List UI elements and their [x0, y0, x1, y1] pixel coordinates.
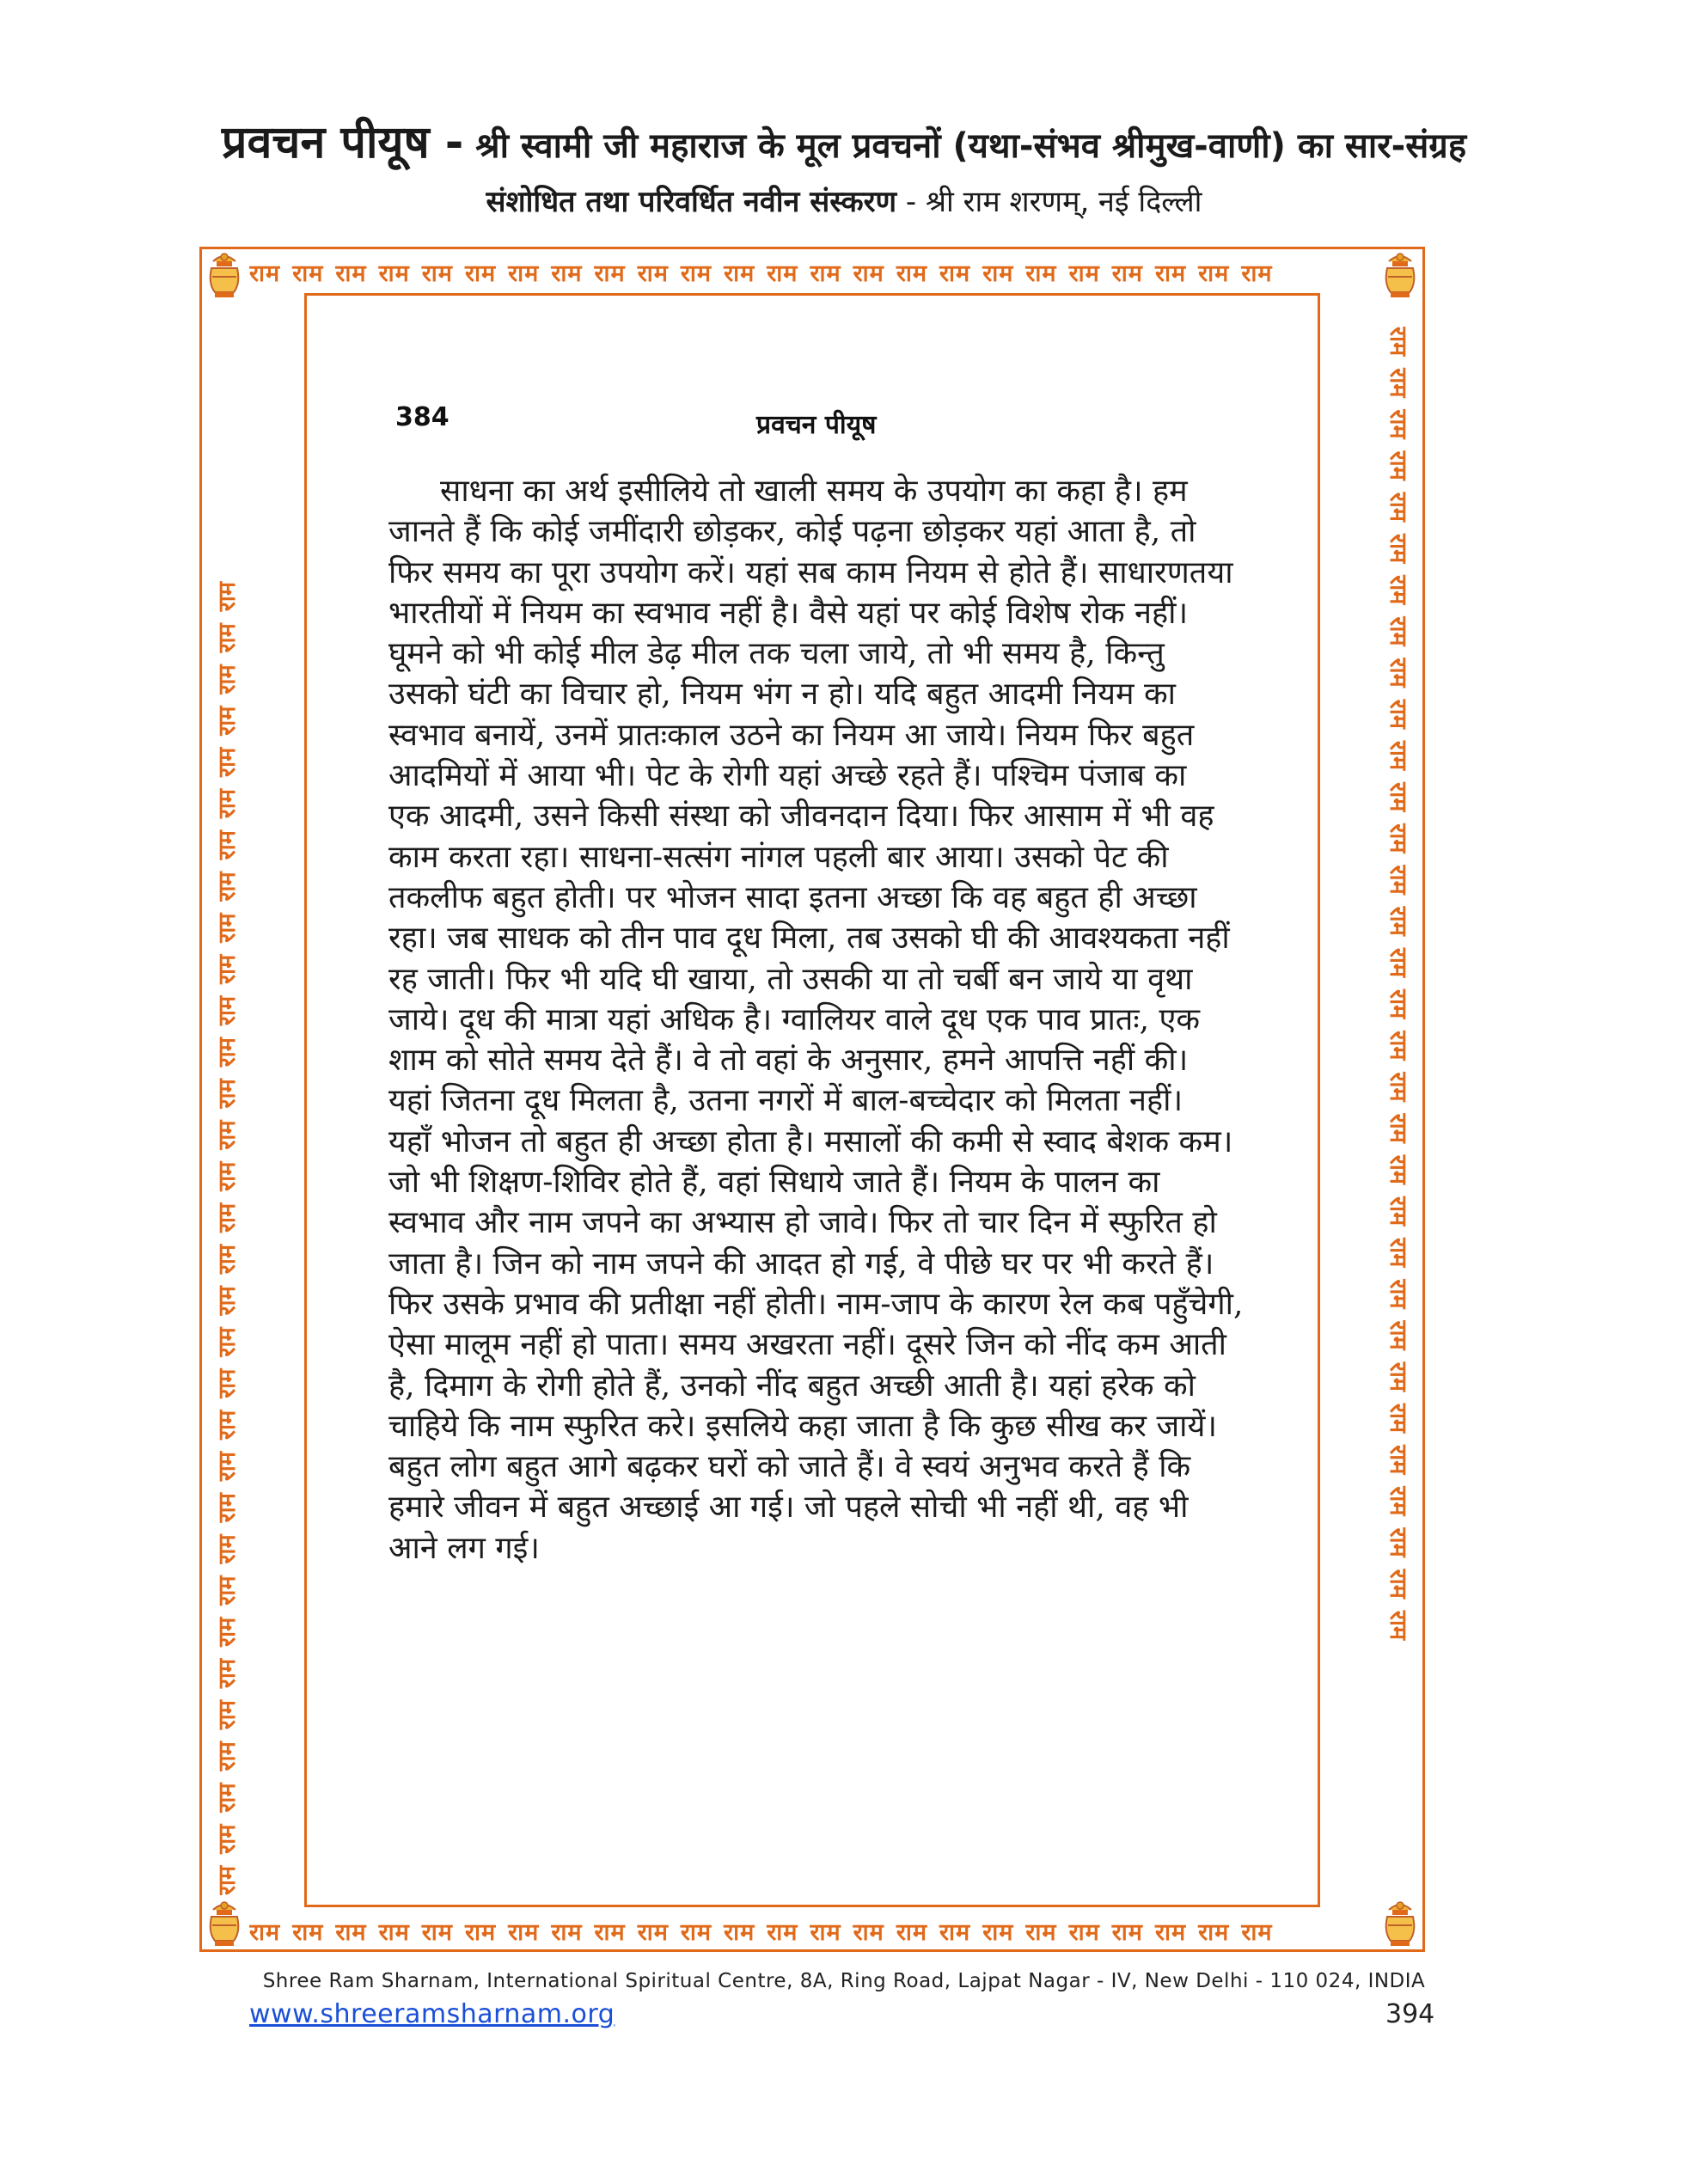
ram-word: राम: [378, 1918, 410, 1946]
ram-word: राम: [1385, 409, 1412, 439]
body-line: हमारे जीवन में बहुत अच्छाई आ गई। जो पहले सोची भी नहीं थी, वह भी: [388, 1490, 1189, 1526]
ram-word: राम: [853, 260, 884, 287]
ram-word: राम: [1385, 1154, 1412, 1184]
body-line: फिर समय का पूरा उपयोग करें। यहां सब काम नियम से होते हैं। साधारणतया: [388, 554, 1233, 590]
body-line: है, दिमाग के रोगी होते हैं, उनको नींद बहुत अच्छी आती है। यहां हरेक को: [388, 1367, 1196, 1404]
ram-word: राम: [1385, 1527, 1412, 1557]
body-line: यहाँ भोजन तो बहुत ही अच्छा होता है। मसालों की कमी से स्वाद बेशक कम।: [388, 1123, 1233, 1159]
ram-word: राम: [853, 1918, 884, 1946]
ram-word: राम: [213, 1410, 241, 1440]
ram-word: राम: [508, 1918, 540, 1946]
ram-word: राम: [1385, 492, 1412, 522]
ram-word: राम: [1385, 823, 1412, 853]
ram-word: राम: [1385, 1320, 1412, 1350]
ram-word: राम: [896, 1918, 927, 1946]
header-title-rest: श्री स्वामी जी महाराज के मूल प्रवचनों (यथा-संभव श्रीमुख-वाणी) का सार-संग्रह: [475, 126, 1467, 166]
ram-word: राम: [1385, 1279, 1412, 1309]
ram-word: राम: [335, 1918, 367, 1946]
body-line: चाहिये कि नाम स्फुरित करे। इसलिये कहा जाता है कि कुछ सीख कर जायें।: [388, 1408, 1218, 1444]
ram-word: राम: [213, 1783, 241, 1813]
ram-word: राम: [213, 788, 241, 819]
ram-word: राम: [213, 1079, 241, 1109]
ram-word: राम: [1385, 1113, 1412, 1143]
header-subtitle-rest: - श्री राम शरणम्, नई दिल्ली: [905, 185, 1202, 219]
ram-word: राम: [249, 1918, 281, 1946]
ram-word: राम: [249, 260, 281, 287]
ram-word: राम: [1111, 260, 1143, 287]
ram-word: राम: [213, 1658, 241, 1689]
ram-word: राम: [213, 1865, 241, 1895]
ram-word: राम: [1385, 616, 1412, 646]
ram-word: राम: [213, 582, 241, 612]
ram-word: राम: [939, 1918, 971, 1946]
body-line: जो भी शिक्षण-शिविर होते हैं, वहां सिधाये जाते हैं। नियम के पालन का: [388, 1165, 1160, 1201]
ram-word: राम: [637, 1918, 669, 1946]
ram-word: राम: [213, 954, 241, 984]
ram-word: राम: [1241, 1918, 1273, 1946]
body-line: तकलीफ बहुत होती। पर भोजन सादा इतना अच्छा कि वह बहुत ही अच्छा: [388, 879, 1197, 915]
footer-page-number: 394: [1385, 1999, 1435, 2029]
ram-word: राम: [594, 260, 626, 287]
header-title-main: प्रवचन पीयूष -: [221, 117, 464, 168]
ram-word: राम: [810, 260, 841, 287]
book-page-number: 384: [395, 402, 450, 432]
ram-word: राम: [1385, 327, 1412, 357]
ram-word: राम: [1111, 1918, 1143, 1946]
ram-word: राम: [213, 1037, 241, 1068]
ram-word: राम: [1385, 658, 1412, 688]
ram-word: राम: [1385, 368, 1412, 398]
ram-word: राम: [213, 1617, 241, 1647]
ram-border-bottom: [249, 1910, 1439, 1951]
body-line: आने लग गई।: [388, 1530, 540, 1566]
ram-word: राम: [724, 260, 755, 287]
ram-word: राम: [213, 747, 241, 777]
ram-border-right: [1379, 327, 1421, 1895]
ram-word: राम: [767, 1918, 798, 1946]
ram-word: राम: [1385, 906, 1412, 936]
ram-word: राम: [213, 1120, 241, 1150]
ram-word: राम: [213, 995, 241, 1026]
ram-word: राम: [213, 872, 241, 902]
ram-word: राम: [1385, 699, 1412, 729]
ram-word: राम: [637, 260, 669, 287]
ram-word: राम: [680, 260, 713, 287]
ram-word: राम: [1385, 1403, 1412, 1434]
ram-word: राम: [1385, 782, 1412, 812]
ram-word: राम: [213, 1700, 241, 1730]
ram-word: राम: [1385, 740, 1412, 771]
body-line: जानते हैं कि कोई जमींदारी छोड़कर, कोई पढ़ना छोड़कर यहां आता है, तो: [388, 514, 1196, 550]
ram-word: राम: [1385, 1569, 1412, 1599]
document-header-title: [0, 110, 1688, 171]
ram-word: राम: [939, 260, 971, 287]
ram-word: राम: [213, 1534, 241, 1564]
ram-word: राम: [1198, 1918, 1230, 1946]
body-line: रह जाती। फिर भी यदि घी खाया, तो उसकी या तो चर्बी बन जाये या वृथा: [388, 961, 1193, 997]
body-line: जाता है। जिन को नाम जपने की आदत हो गई, वे पीछे घर पर भी करते हैं।: [388, 1245, 1214, 1282]
document-header-subtitle: [0, 180, 1688, 220]
ram-word: राम: [213, 1824, 241, 1854]
ram-word: राम: [1241, 260, 1273, 287]
ram-word: राम: [213, 830, 241, 860]
body-line: फिर उसके प्रभाव की प्रतीक्षा नहीं होती। नाम-जाप के कारण रेल कब पहुँचेगी,: [388, 1286, 1244, 1322]
ram-word: राम: [1385, 450, 1412, 480]
ram-word: राम: [1385, 1445, 1412, 1475]
ram-word: राम: [421, 1918, 453, 1946]
ram-word: राम: [1385, 1486, 1412, 1516]
ram-word: राम: [1385, 1361, 1412, 1392]
body-line: काम करता रहा। साधना-सत्संग नांगल पहली बार आया। उसको पेट की: [388, 839, 1169, 875]
ram-word: राम: [464, 1918, 497, 1946]
ram-word: राम: [292, 260, 324, 287]
ram-word: राम: [335, 260, 367, 287]
ram-word: राम: [551, 1918, 583, 1946]
body-line: साधना का अर्थ इसीलिये तो खाली समय के उपयोग का कहा है। हम: [440, 474, 1188, 509]
ram-word: राम: [213, 623, 241, 653]
ram-word: राम: [1385, 1238, 1412, 1268]
body-line: जाये। दूध की मात्रा यहां अधिक है। ग्वालियर वाले दूध एक पाव प्रातः, एक: [388, 1001, 1201, 1037]
kalash-icon: [203, 249, 246, 301]
body-line: ऐसा मालूम नहीं हो पाता। समय अखरता नहीं। दूसरे जिन को नींद कम आती: [388, 1327, 1226, 1363]
ram-word: राम: [1385, 865, 1412, 895]
ram-border-left: [205, 327, 246, 1895]
ram-word: राम: [213, 1368, 241, 1398]
body-line: आदमियों में आया भी। पेट के रोगी यहां अच्छे रहते हैं। पश्चिम पंजाब का: [388, 758, 1187, 794]
ram-word: राम: [213, 1451, 241, 1482]
ram-word: राम: [464, 260, 497, 287]
ram-word: राम: [594, 1918, 626, 1946]
ram-word: राम: [213, 1245, 241, 1275]
ram-word: राम: [1154, 1918, 1187, 1946]
ram-word: राम: [982, 1918, 1014, 1946]
ram-word: राम: [1385, 1196, 1412, 1227]
body-line: रहा। जब साधक को तीन पाव दूध मिला, तब उसको घी की आवश्यकता नहीं: [388, 921, 1230, 957]
ram-word: राम: [724, 1918, 755, 1946]
ram-word: राम: [1385, 533, 1412, 564]
ram-word: राम: [292, 1918, 324, 1946]
ram-word: राम: [421, 260, 453, 287]
ram-word: राम: [213, 1575, 241, 1606]
footer-address: Shree Ram Sharnam, International Spiritual Centre, 8A, Ring Road, Lajpat Nagar - IV, New Delhi - 110 024, INDIA: [262, 1970, 1426, 1992]
ram-word: राम: [1385, 575, 1412, 605]
body-line: भारतीयों में नियम का स्वभाव नहीं है। वैसे यहां पर कोई विशेष रोक नहीं।: [388, 595, 1189, 631]
ram-word: राम: [1385, 1031, 1412, 1061]
ram-border-top: [249, 251, 1439, 292]
ram-word: राम: [213, 1741, 241, 1771]
ram-word: राम: [896, 260, 927, 287]
ram-word: राम: [1385, 947, 1412, 977]
ram-word: राम: [551, 260, 583, 287]
ram-word: राम: [1385, 1072, 1412, 1102]
body-line: यहां जितना दूध मिलता है, उतना नगरों में बाल-बच्चेदार को मिलता नहीं।: [388, 1083, 1183, 1119]
body-line: शाम को सोते समय देते हैं। वे तो वहां के अनुसार, हमने आपत्ति नहीं की।: [388, 1043, 1189, 1079]
body-line: घूमने को भी कोई मील डेढ़ मील तक चला जाये, तो भी समय है, किन्तु: [388, 636, 1165, 672]
ram-word: राम: [1385, 989, 1412, 1019]
ram-word: राम: [982, 260, 1014, 287]
ram-word: राम: [378, 260, 410, 287]
ram-word: राम: [1068, 260, 1100, 287]
ram-word: राम: [213, 1202, 241, 1233]
ram-word: राम: [1068, 1918, 1100, 1946]
ram-word: राम: [1198, 260, 1230, 287]
ram-word: राम: [213, 1493, 241, 1523]
ram-word: राम: [1025, 260, 1057, 287]
book-body-text: [388, 471, 1265, 1569]
kalash-icon: [203, 1898, 246, 1949]
kalash-icon: [1379, 1898, 1422, 1949]
ram-word: राम: [213, 1286, 241, 1316]
ram-word: राम: [213, 664, 241, 694]
website-link[interactable]: www.shreeramsharnam.org: [249, 1999, 615, 2029]
book-page-title: प्रवचन पीयूष: [756, 410, 877, 440]
ram-word: राम: [213, 1161, 241, 1191]
body-line: उसको घंटी का विचार हो, नियम भंग न हो। यदि बहुत आदमी नियम का: [388, 676, 1176, 713]
ram-word: राम: [810, 1918, 841, 1946]
header-subtitle-bold: संशोधित तथा परिवर्धित नवीन संस्करण: [486, 185, 897, 219]
body-line: एक आदमी, उसने किसी संस्था को जीवनदान दिया। फिर आसाम में भी वह: [388, 798, 1214, 835]
ram-word: राम: [213, 706, 241, 736]
kalash-icon: [1379, 249, 1422, 301]
body-line: स्वभाव और नाम जपने का अभ्यास हो जावे। फिर तो चार दिन में स्फुरित हो: [388, 1205, 1217, 1241]
ram-word: राम: [508, 260, 540, 287]
ram-word: राम: [767, 260, 798, 287]
ram-word: राम: [680, 1918, 713, 1946]
ram-word: राम: [213, 913, 241, 943]
body-line: स्वभाव बनायें, उनमें प्रातःकाल उठने का नियम आ जाये। नियम फिर बहुत: [388, 717, 1195, 753]
body-line: बहुत लोग बहुत आगे बढ़कर घरों को जाते हैं। वे स्वयं अनुभव करते हैं कि: [388, 1449, 1191, 1485]
ram-word: राम: [213, 1327, 241, 1357]
ram-word: राम: [1025, 1918, 1057, 1946]
ram-word: राम: [1385, 1610, 1412, 1640]
ram-word: राम: [1154, 260, 1187, 287]
